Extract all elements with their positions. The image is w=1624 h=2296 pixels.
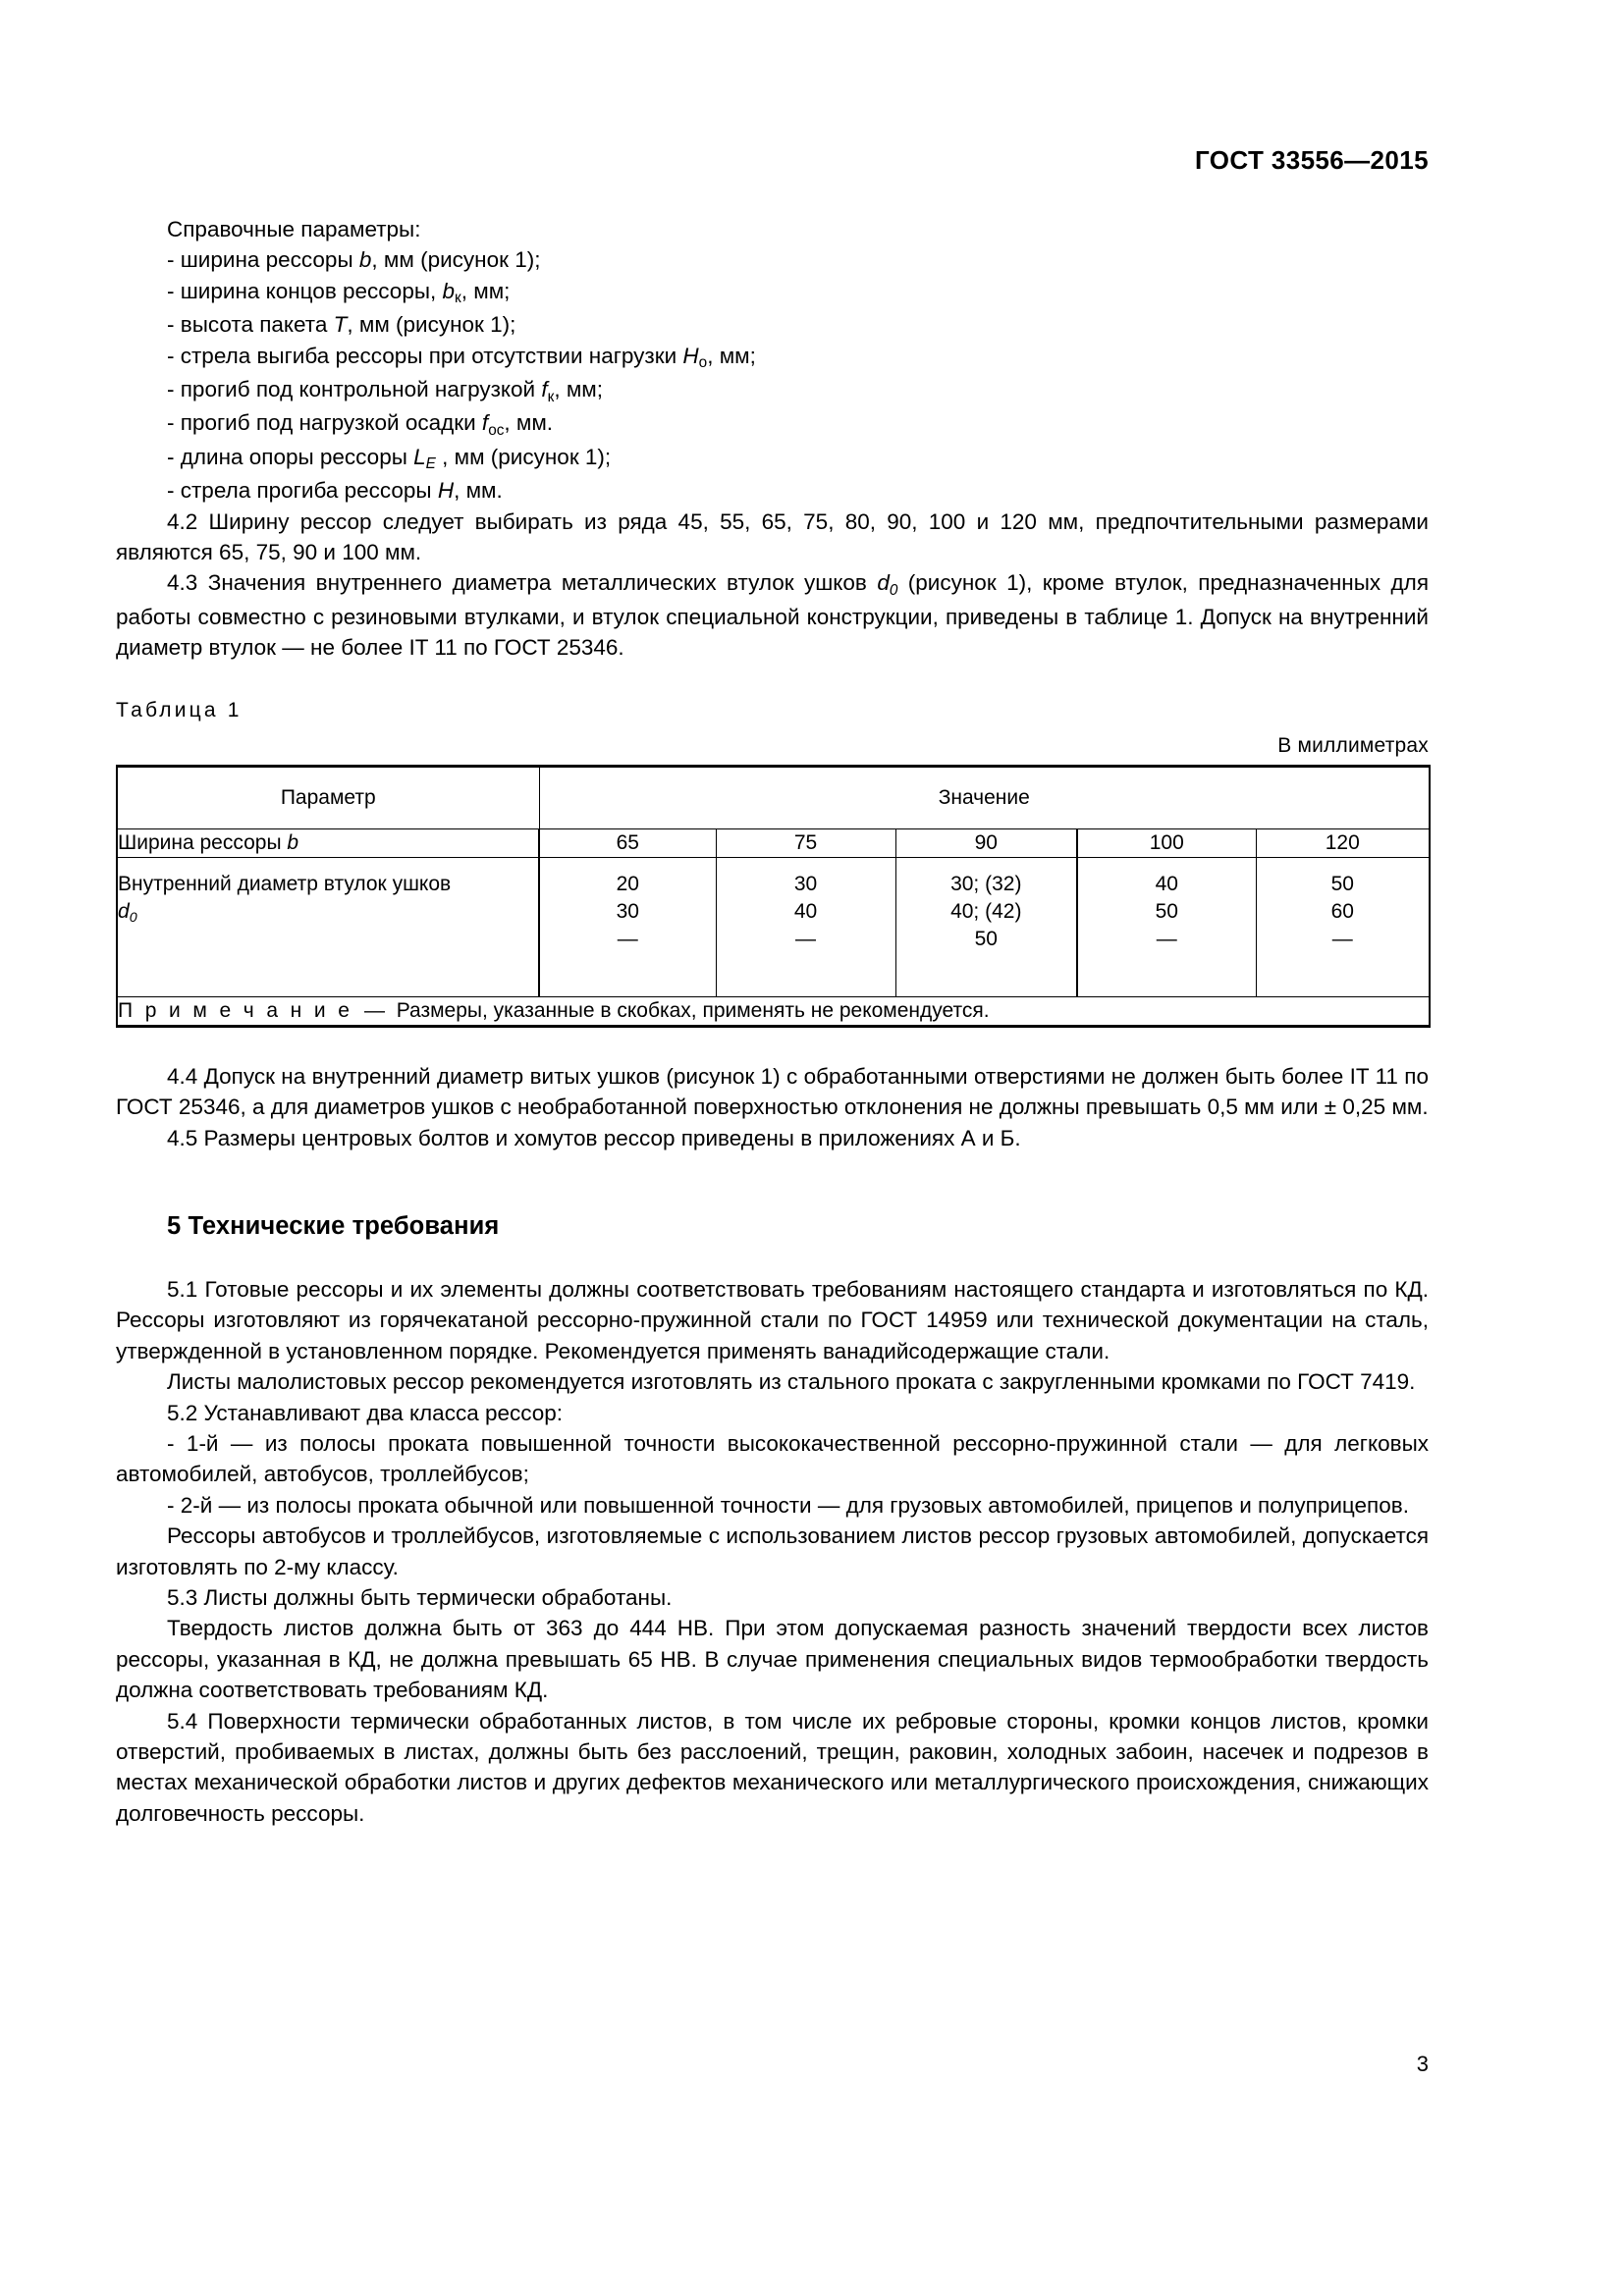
reference-param-item-3: [116, 341, 1429, 374]
table-header-param: Параметр: [117, 766, 539, 828]
diameter-value: 40: [1155, 872, 1178, 895]
paragraph-hardness: Твердость листов должна быть от 363 до 444 НВ. При этом допускаемая разность значений твердости всех листов рессоры, указанная в КД, не должна превышать 65 НВ. В случае применения специальных видов термообработки твердость должна соответствовать требованиям КД.: [116, 1616, 1429, 1703]
param-symbol-4: f: [541, 377, 548, 402]
diameter-value: 20: [616, 872, 639, 895]
param-symbol-7: H: [437, 478, 455, 504]
table-cell-diameter-100: [1077, 857, 1256, 996]
paragraph-sheet-rolled: Листы малолистовых рессор рекомендуется изготовлять из стального проката с закругленными кромками по ГОСТ 7419.: [167, 1369, 1416, 1395]
table-cell-width-75: 75: [716, 828, 895, 857]
param-prefix-3: - стрела выгиба рессоры при отсутствии нагрузки: [167, 343, 683, 368]
table-cell-width-90: 90: [895, 828, 1077, 857]
param-suffix-4: , мм;: [554, 377, 604, 402]
table-header-value: Значение: [539, 766, 1430, 828]
table-cell-width-100: 100: [1077, 828, 1256, 857]
table-cell-width-120: 120: [1256, 828, 1430, 857]
param-symbol-3: H: [682, 343, 699, 368]
param-sub-1: к: [455, 290, 461, 307]
reference-param-item-6: [116, 442, 1429, 475]
param-sub-5: ос: [488, 422, 505, 440]
reference-param-item-5: [116, 407, 1429, 441]
clause-4-5: 4.5 Размеры центровых болтов и хомутов рессор приведены в приложениях А и Б.: [167, 1125, 1021, 1150]
param-prefix-0: - ширина рессоры: [167, 247, 359, 273]
param-suffix-5: , мм.: [504, 410, 554, 436]
reference-param-item-2: [116, 309, 1429, 340]
note-label: П р и м е ч а н и е: [118, 998, 353, 1022]
param-symbol-1: b: [442, 278, 456, 303]
diameter-value: 60: [1330, 899, 1354, 923]
diameter-value: —: [617, 927, 638, 950]
param-prefix-5: - прогиб под нагрузкой осадки: [167, 410, 482, 436]
diameter-value: 50: [1330, 872, 1354, 895]
diameter-value: 30; (32): [950, 872, 1022, 895]
clause-4-3-symbol: d: [877, 570, 890, 596]
table-row-label-diameter: [117, 857, 539, 996]
param-prefix-4: - прогиб под контрольной нагрузкой: [167, 377, 542, 402]
table-cell-diameter-90: [895, 857, 1077, 996]
table-1-units: В миллиметрах: [1277, 733, 1429, 757]
param-prefix-7: - стрела прогиба рессоры: [167, 478, 438, 504]
param-suffix-1: , мм;: [460, 278, 511, 303]
paragraph-bus-springs: Рессоры автобусов и троллейбусов, изготовляемые с использованием листов рессор грузовых автомобилей, допускается изготовлять по 2-му классу.: [116, 1523, 1429, 1579]
diameter-value: 40: [793, 899, 818, 923]
table-cell-width-65: 65: [539, 828, 716, 857]
row-label-symbol-1: d: [118, 899, 130, 923]
diameter-value: —: [1156, 927, 1177, 950]
table-cell-diameter-65: [539, 857, 716, 996]
row-label-sub-1: 0: [129, 909, 137, 926]
param-suffix-6: , мм (рисунок 1);: [435, 444, 612, 469]
diameter-value: —: [1331, 927, 1353, 950]
param-sub-3: о: [698, 354, 708, 372]
clause-4-4: 4.4 Допуск на внутренний диаметр витых ушков (рисунок 1) с обработанными отверстиями не должен быть более IT 11 по ГОСТ 25346, а для диаметров ушков с необработанной поверхностью отклонения не должны превышать 0,5 мм или ± 0,25 мм.: [116, 1063, 1429, 1120]
table-1: [116, 765, 1431, 1028]
clause-4-3-part1: 4.3 Значения внутреннего диаметра металлических втулок ушков: [167, 570, 878, 596]
table-row-label-width: [117, 828, 539, 857]
note-dash: —: [364, 998, 386, 1022]
param-prefix-6: - длина опоры рессоры: [167, 444, 414, 469]
table-note-row: [117, 996, 1430, 1026]
page-content: [116, 214, 1429, 1829]
param-sub-4: к: [547, 388, 555, 405]
param-suffix-0: , мм (рисунок 1);: [371, 247, 541, 273]
clause-4-3-sub: 0: [889, 582, 898, 600]
reference-param-item-1: [116, 276, 1429, 309]
param-prefix-1: - ширина концов рессоры,: [167, 278, 443, 303]
param-symbol-2: T: [333, 312, 348, 338]
note-text: Размеры, указанные в скобках, применять не рекомендуется.: [396, 998, 990, 1022]
param-symbol-6: L: [413, 444, 426, 469]
param-suffix-7: , мм.: [454, 478, 503, 504]
clause-5-4: 5.4 Поверхности термически обработанных листов, в том числе их ребровые стороны, кромки концов листов, кромки отверстий, пробиваемых в листах, должны быть без расслоений, трещин, раковин, холодных забоин, насечек и подрезов в местах механической обработки листов и других дефектов механического или металлургического происхождения, снижающих долговечность рессоры.: [116, 1708, 1429, 1826]
param-symbol-0: b: [358, 247, 372, 273]
clause-4-2: 4.2 Ширину рессор следует выбирать из ряда 45, 55, 65, 75, 80, 90, 100 и 120 мм, предпочтительными размерами являются 65, 75, 90 и 100 мм.: [116, 508, 1429, 565]
standard-header: ГОСТ 33556—2015: [1195, 145, 1429, 175]
param-symbol-5: f: [481, 410, 489, 436]
table-1-note: [117, 996, 1430, 1026]
diameter-value: 30: [793, 872, 818, 895]
param-suffix-2: , мм (рисунок 1);: [347, 312, 516, 338]
reference-param-item-7: [116, 475, 1429, 506]
clause-5-2: 5.2 Устанавливают два класса рессор:: [167, 1400, 564, 1425]
row-label-symbol-0: b: [287, 830, 299, 854]
diameter-value: 50: [1155, 899, 1178, 923]
table-row: [117, 857, 1430, 996]
class-2-item: - 2-й — из полосы проката обычной или повышенной точности — для грузовых автомобилей, прицепов и полуприцепов.: [167, 1492, 1409, 1518]
table-1-caption: Таблица 1: [116, 698, 243, 721]
table-cell-diameter-120: [1256, 857, 1430, 996]
clause-4-3: [116, 567, 1429, 663]
row-label-prefix-0: Ширина рессоры: [118, 830, 288, 854]
diameter-value: 50: [974, 927, 998, 950]
clause-5-1: 5.1 Готовые рессоры и их элементы должны соответствовать требованиям настоящего стандарта и изготовляться по КД. Рессоры изготовляют из горячекатаной рессорно-пружинной стали по ГОСТ 14959 или технической документации на сталь, утвержденной в установленном порядке. Рекомендуется применять ванадийсодержащие стали.: [116, 1276, 1429, 1363]
table-cell-diameter-75: [716, 857, 895, 996]
diameter-value: 40; (42): [950, 899, 1022, 923]
reference-param-item-0: [116, 244, 1429, 275]
table-header-row: [117, 766, 1430, 828]
reference-params-intro: Справочные параметры:: [167, 217, 421, 241]
row-label-prefix-1: Внутренний диаметр втулок ушков: [118, 872, 452, 895]
param-sub-6: E: [425, 455, 436, 473]
diameter-value: 30: [616, 899, 639, 923]
param-prefix-2: - высота пакета: [167, 312, 334, 338]
diameter-value: —: [795, 927, 816, 950]
section-5-heading: 5 Технические требования: [167, 1211, 500, 1240]
class-1-item: - 1-й — из полосы проката повышенной точности высококачественной рессорно-пружинной стали — для легковых автомобилей, автобусов, троллейбусов;: [116, 1430, 1429, 1487]
param-suffix-3: , мм;: [707, 343, 756, 368]
clause-5-3: 5.3 Листы должны быть термически обработаны.: [167, 1584, 673, 1610]
table-row: [117, 828, 1430, 857]
reference-param-item-4: [116, 374, 1429, 407]
clause-4-3-part2: (рисунок 1), кроме втулок, предназначенных для работы совместно с резиновыми втулками, и втулок специальной конструкции, приведены в таблице 1. Допуск на внутренний диаметр втулок — не более IT 11 по ГОСТ 25346.: [116, 570, 1429, 661]
page-number: 3: [1416, 2052, 1429, 2076]
